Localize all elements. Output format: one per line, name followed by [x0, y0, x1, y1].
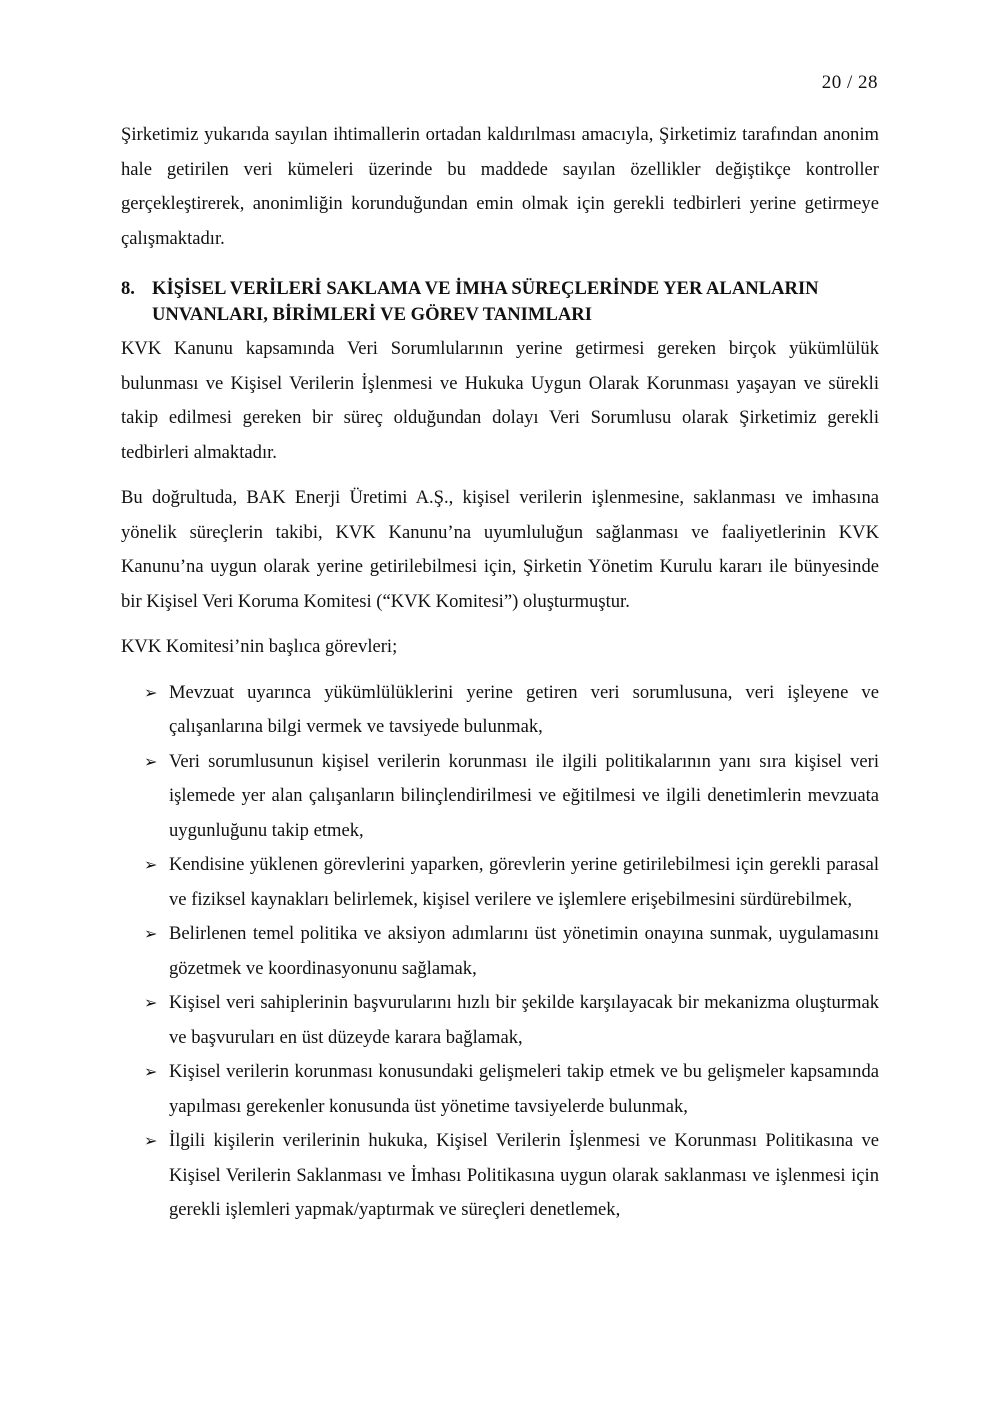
list-item-text: Kişisel verilerin korunması konusundaki gelişmeleri takip etmek ve bu gelişmeler kapsamında yapılması gerekenler konusunda üst yönetime tavsiyelerde bulunmak, — [169, 1061, 879, 1117]
duties-list — [121, 676, 879, 1228]
list-item — [121, 917, 879, 986]
list-item-text: Veri sorumlusunun kişisel verilerin korunması ile ilgili politikalarının yanı sıra kişisel veri işlemede yer alan çalışanların bilinçlendirilmesi ve eğitilmesi ve ilgili denetimlerin mevzuata uygunluğunu takip etmek, — [169, 750, 879, 841]
paragraph: KVK Kanunu kapsamında Veri Sorumlularının yerine getirmesi gereken birçok yükümlülük bulunması ve Kişisel Verilerin İşlenmesi ve Hukuka Uygun Olarak Korunması yaşayan ve sürekli takip edilmesi gereken bir süreç olduğundan dolayı Veri Sorumlusu olarak Şirketimiz gerekli tedbirleri almaktadır. — [121, 338, 879, 463]
list-item — [121, 986, 879, 1055]
list-item — [121, 676, 879, 745]
arrow-bullet-icon: ➢ — [144, 682, 158, 702]
section-heading — [121, 276, 879, 328]
arrow-bullet-icon: ➢ — [144, 855, 158, 874]
arrow-bullet-icon: ➢ — [144, 993, 158, 1012]
arrow-bullet-icon: ➢ — [144, 924, 158, 943]
list-item-text: Kendisine yüklenen görevlerini yaparken, görevlerin yerine getirilebilmesi için gerekli parasal ve fiziksel kaynakları belirlemek, kişisel verilere ve işlemlere erişebilmesini sürdürebilmek, — [169, 854, 879, 910]
list-item — [121, 1124, 879, 1228]
list-item-text: Belirlenen temel politika ve aksiyon adımlarını üst yönetimin onayına sunmak, uygulamasını gözetmek ve koordinasyonunu sağlamak, — [169, 923, 879, 979]
list-item-text: İlgili kişilerin verilerinin hukuka, Kişisel Verilerin İşlenmesi ve Korunması Politikasına ve Kişisel Verilerin Saklanması ve İmhası Politikasına uygun olarak saklanması ve işlenmesi için gerekli işlemleri yapmak/yaptırmak ve süreçleri denetlemek, — [169, 1130, 879, 1220]
page-content — [121, 118, 879, 1228]
page-number: 20 / 28 — [821, 72, 878, 93]
list-item — [121, 1055, 879, 1124]
intro-paragraph: Şirketimiz yukarıda sayılan ihtimallerin ortadan kaldırılması amacıyla, Şirketimiz tarafından anonim hale getirilen veri kümeleri üzerinde bu maddede sayılan özellikler değiştikçe kontroller gerçekleştirerek, anonimliğin korunduğundan emin olmak için gerekli tedbirleri yerine getirmeye çalışmaktadır. — [121, 124, 879, 249]
arrow-bullet-icon: ➢ — [144, 1062, 158, 1081]
list-item-text: Mevzuat uyarınca yükümlülüklerini yerine getiren veri sorumlusuna, veri işleyene ve çalışanlarına bilgi vermek ve tavsiyede bulunmak, — [169, 681, 879, 737]
list-item — [121, 848, 879, 917]
arrow-bullet-icon: ➢ — [144, 751, 158, 771]
arrow-bullet-icon: ➢ — [144, 1131, 158, 1150]
list-item-text: Kişisel veri sahiplerinin başvurularını hızlı bir şekilde karşılayacak bir mekanizma oluşturmak ve başvuruları en üst düzeyde karara bağlamak, — [169, 992, 879, 1048]
paragraph: KVK Komitesi’nin başlıca görevleri; — [121, 636, 398, 657]
section-title: KİŞİSEL VERİLERİ SAKLAMA VE İMHA SÜREÇLERİNDE YER ALANLARIN UNVANLARI, BİRİMLERİ VE GÖREV TANIMLARI — [152, 278, 819, 325]
list-item — [121, 745, 879, 849]
paragraph: Bu doğrultuda, BAK Enerji Üretimi A.Ş., kişisel verilerin işlenmesine, saklanması ve imhasına yönelik süreçlerin takibi, KVK Kanunu’na uyumluluğun sağlanması ve faaliyetlerinin KVK Kanunu’na uygun olarak yerine getirilebilmesi için, Şirketin Yönetim Kurulu kararı ile bünyesinde bir Kişisel Veri Koruma Komitesi (“KVK Komitesi”) oluşturmuştur. — [121, 487, 879, 612]
section-number: 8. — [121, 278, 135, 299]
